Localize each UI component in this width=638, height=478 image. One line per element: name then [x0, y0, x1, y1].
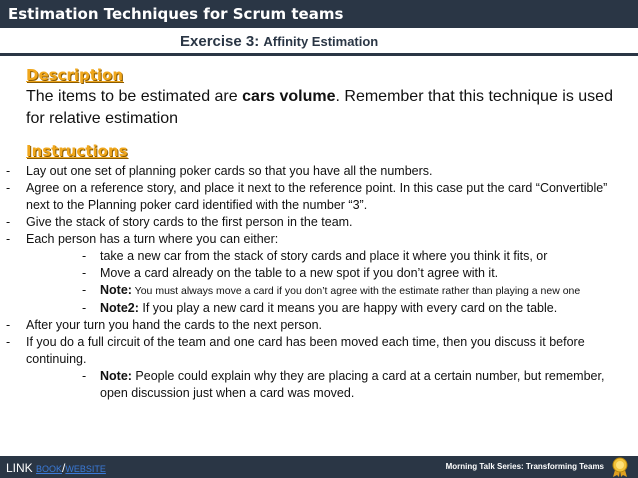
note-text: People could explain why they are placing a card at a certain number, but remember, open discussion just when a card was moved. — [100, 369, 605, 400]
sub-list-item: - Move a card already on the table to a new spot if you don’t agree with it. — [82, 265, 616, 282]
note-label: Note: — [100, 283, 132, 297]
sub-list-item — [82, 282, 616, 300]
exercise-bar — [0, 28, 638, 56]
list-item: - Each person has a turn where you can either: — [6, 231, 616, 248]
website-link[interactable]: WEBSITE — [65, 464, 106, 474]
sub-list — [82, 368, 616, 402]
sub-list-wrap — [82, 368, 616, 402]
book-link[interactable]: BOOK — [36, 464, 63, 474]
list-item: - Give the stack of story cards to the first person in the team. — [6, 214, 616, 231]
description-text-part: . Remember that this technique is used for relative estimation — [26, 88, 613, 127]
medal-icon — [610, 456, 630, 478]
link-label: LINK — [6, 461, 33, 475]
series-label: Morning Talk Series: Transforming Teams — [445, 462, 604, 471]
slide-title-bar — [0, 0, 638, 28]
note-label: Note: — [100, 369, 132, 383]
slide-content — [26, 66, 616, 402]
exercise-title — [180, 33, 378, 50]
slide-title: Estimation Techniques for Scrum teams — [8, 5, 344, 23]
description-text-part: The items to be estimated are — [26, 88, 243, 105]
sub-list-item — [82, 368, 616, 402]
exercise-label: Exercise 3: — [180, 33, 260, 50]
exercise-name: Affinity Estimation — [263, 34, 379, 49]
sub-list-wrap — [82, 248, 616, 317]
list-item: - Agree on a reference story, and place it next to the reference point. In this case put the card “Convertible” next to the Planning poker card identified with the number “3”. — [6, 180, 616, 214]
list-item: - After your turn you hand the cards to the next person. — [6, 317, 616, 334]
sub-list-item — [82, 300, 616, 317]
instructions-list — [6, 163, 616, 248]
note-text: If you play a new card it means you are happy with every card on the table. — [138, 301, 558, 315]
instructions-heading: Instructions — [26, 142, 128, 160]
description-text — [26, 86, 616, 130]
list-item: - If you do a full circuit of the team and one card has been moved each time, then you discuss it before continuing. — [6, 334, 616, 368]
description-heading: Description — [26, 66, 124, 84]
instructions-list-continued — [6, 317, 616, 368]
footer-bar — [0, 456, 638, 478]
note-label: Note2: — [100, 301, 139, 315]
description-bold: cars volume — [242, 88, 336, 105]
link-separator: / — [62, 461, 66, 475]
list-item: - Lay out one set of planning poker cards so that you have all the numbers. — [6, 163, 616, 180]
footer-links — [6, 457, 106, 478]
note-text: You must always move a card if you don’t agree with the estimate rather than playing a new one — [131, 285, 581, 297]
sub-list-item: - take a new car from the stack of story cards and place it where you think it fits, or — [82, 248, 616, 265]
sub-list — [82, 248, 616, 317]
